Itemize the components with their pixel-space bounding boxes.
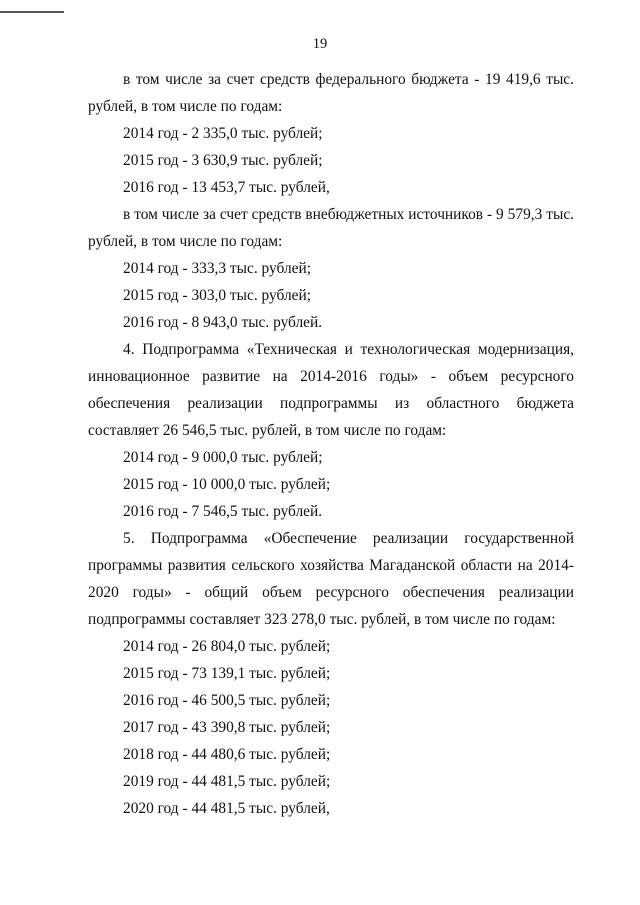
year-line-subprogram5-2019: 2019 год - 44 481,5 тыс. рублей; — [123, 773, 331, 790]
year-line-extrabudgetary-2015: 2015 год - 303,0 тыс. рублей; — [123, 287, 311, 304]
year-line-subprogram5-2017: 2017 год - 43 390,8 тыс. рублей; — [123, 719, 331, 736]
year-line-federal-2014: 2014 год - 2 335,0 тыс. рублей; — [123, 125, 323, 142]
scan-edge-line — [0, 11, 64, 13]
year-line-federal-2016: 2016 год - 13 453,7 тыс. рублей, — [123, 179, 330, 196]
year-line-subprogram5-2018: 2018 год - 44 480,6 тыс. рублей; — [123, 746, 331, 763]
paragraph-subprogram-5: 5. Подпрограмма «Обеспечение реализации государственной программы развития сельского хозяйства Магаданской области на 2014-2020 годы» - общий объем ресурсного обеспечения реализации подпрограммы составляет 323 278,0 тыс. рублей, в том числе по годам: — [88, 530, 574, 628]
year-line-subprogram4-2015: 2015 год - 10 000,0 тыс. рублей; — [123, 476, 331, 493]
document-body — [88, 66, 574, 822]
year-line-subprogram4-2014: 2014 год - 9 000,0 тыс. рублей; — [123, 449, 323, 466]
year-line-subprogram5-2015: 2015 год - 73 139,1 тыс. рублей; — [123, 665, 331, 682]
paragraph-extrabudgetary: в том числе за счет средств внебюджетных источников - 9 579,3 тыс. рублей, в том числе по годам: — [88, 206, 574, 250]
year-line-federal-2015: 2015 год - 3 630,9 тыс. рублей; — [123, 152, 323, 169]
year-line-subprogram5-2020: 2020 год - 44 481,5 тыс. рублей, — [123, 800, 330, 817]
page-number: 19 — [312, 36, 328, 52]
year-line-subprogram5-2016: 2016 год - 46 500,5 тыс. рублей; — [123, 692, 331, 709]
year-line-extrabudgetary-2016: 2016 год - 8 943,0 тыс. рублей. — [123, 314, 323, 331]
year-line-extrabudgetary-2014: 2014 год - 333,3 тыс. рублей; — [123, 260, 311, 277]
year-line-subprogram5-2014: 2014 год - 26 804,0 тыс. рублей; — [123, 638, 331, 655]
paragraph-federal-budget: в том числе за счет средств федерального бюджета - 19 419,6 тыс. рублей, в том числе по годам: — [88, 71, 574, 115]
year-line-subprogram4-2016: 2016 год - 7 546,5 тыс. рублей. — [123, 503, 323, 520]
paragraph-subprogram-4: 4. Подпрограмма «Техническая и технологическая модернизация, инновационное развитие на 2014-2016 годы» - объем ресурсного обеспечения реализации подпрограммы из областного бюджета составляет 26 546,5 тыс. рублей, в том числе по годам: — [88, 341, 574, 439]
